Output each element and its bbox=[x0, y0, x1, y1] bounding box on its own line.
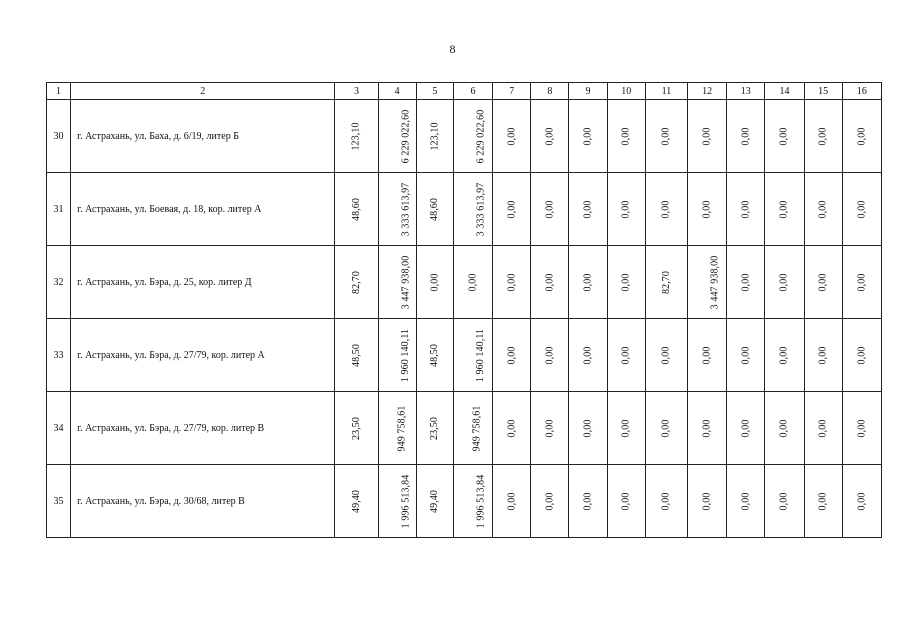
cell-value: 6 229 022,60 bbox=[475, 109, 487, 163]
row-number: 30 bbox=[47, 100, 71, 173]
value-cell-col-9 bbox=[569, 392, 607, 465]
cell-value: 0,00 bbox=[620, 419, 632, 437]
value-cell-col-11 bbox=[645, 173, 687, 246]
row-number: 32 bbox=[47, 246, 71, 319]
cell-value: 0,00 bbox=[506, 200, 518, 218]
property-table bbox=[46, 82, 882, 538]
value-cell-col-10 bbox=[607, 465, 645, 538]
value-cell-col-11 bbox=[645, 100, 687, 173]
value-cell-col-13 bbox=[727, 465, 765, 538]
cell-value: 0,00 bbox=[778, 273, 790, 291]
cell-value: 0,00 bbox=[701, 419, 713, 437]
cell-value: 0,00 bbox=[856, 419, 868, 437]
value-cell-col-8 bbox=[531, 100, 569, 173]
value-cell-col-5 bbox=[416, 319, 453, 392]
cell-value: 0,00 bbox=[817, 127, 829, 145]
value-cell-col-5 bbox=[416, 100, 453, 173]
column-header-15: 15 bbox=[804, 83, 842, 100]
table-row bbox=[47, 392, 882, 465]
value-cell-col-12 bbox=[687, 465, 726, 538]
table-row bbox=[47, 465, 882, 538]
cell-value: 0,00 bbox=[544, 200, 556, 218]
value-cell-col-9 bbox=[569, 100, 607, 173]
cell-value: 82,70 bbox=[660, 270, 672, 294]
cell-value: 0,00 bbox=[660, 419, 672, 437]
cell-value: 0,00 bbox=[778, 419, 790, 437]
cell-value: 0,00 bbox=[620, 492, 632, 510]
value-cell-col-3 bbox=[335, 100, 378, 173]
value-cell-col-4 bbox=[378, 465, 416, 538]
value-cell-col-15 bbox=[804, 246, 842, 319]
cell-value: 1 960 140,11 bbox=[475, 328, 487, 382]
cell-value: 48,50 bbox=[429, 343, 441, 367]
value-cell-col-4 bbox=[378, 246, 416, 319]
address-cell: г. Астрахань, ул. Бэра, д. 25, кор. литер Д bbox=[71, 246, 335, 319]
value-cell-col-14 bbox=[765, 173, 804, 246]
column-header-7: 7 bbox=[493, 83, 531, 100]
cell-value: 0,00 bbox=[582, 492, 594, 510]
cell-value: 0,00 bbox=[856, 492, 868, 510]
value-cell-col-9 bbox=[569, 465, 607, 538]
cell-value: 3 447 938,00 bbox=[709, 255, 721, 309]
value-cell-col-10 bbox=[607, 319, 645, 392]
cell-value: 0,00 bbox=[740, 127, 752, 145]
value-cell-col-16 bbox=[842, 100, 881, 173]
column-header-4: 4 bbox=[378, 83, 416, 100]
value-cell-col-4 bbox=[378, 392, 416, 465]
cell-value: 0,00 bbox=[544, 127, 556, 145]
value-cell-col-8 bbox=[531, 319, 569, 392]
value-cell-col-4 bbox=[378, 173, 416, 246]
value-cell-col-12 bbox=[687, 100, 726, 173]
value-cell-col-15 bbox=[804, 392, 842, 465]
value-cell-col-12 bbox=[687, 392, 726, 465]
row-number: 33 bbox=[47, 319, 71, 392]
value-cell-col-14 bbox=[765, 319, 804, 392]
value-cell-col-5 bbox=[416, 465, 453, 538]
cell-value: 0,00 bbox=[660, 127, 672, 145]
value-cell-col-7 bbox=[493, 246, 531, 319]
value-cell-col-15 bbox=[804, 319, 842, 392]
cell-value: 0,00 bbox=[620, 273, 632, 291]
address-cell: г. Астрахань, ул. Бэра, д. 27/79, кор. литер В bbox=[71, 392, 335, 465]
cell-value: 1 996 513,84 bbox=[399, 474, 411, 528]
column-header-1: 1 bbox=[47, 83, 71, 100]
cell-value: 0,00 bbox=[544, 346, 556, 364]
cell-value: 0,00 bbox=[778, 127, 790, 145]
value-cell-col-13 bbox=[727, 173, 765, 246]
value-cell-col-3 bbox=[335, 465, 378, 538]
cell-value: 3 447 938,00 bbox=[399, 255, 411, 309]
value-cell-col-14 bbox=[765, 392, 804, 465]
cell-value: 0,00 bbox=[544, 419, 556, 437]
cell-value: 48,60 bbox=[350, 197, 362, 221]
value-cell-col-9 bbox=[569, 246, 607, 319]
value-cell-col-13 bbox=[727, 392, 765, 465]
value-cell-col-13 bbox=[727, 100, 765, 173]
cell-value: 0,00 bbox=[740, 200, 752, 218]
value-cell-col-12 bbox=[687, 173, 726, 246]
cell-value: 3 333 613,97 bbox=[399, 182, 411, 236]
value-cell-col-5 bbox=[416, 246, 453, 319]
cell-value: 0,00 bbox=[620, 127, 632, 145]
cell-value: 1 996 513,84 bbox=[475, 474, 487, 528]
value-cell-col-16 bbox=[842, 319, 881, 392]
cell-value: 23,50 bbox=[429, 416, 441, 440]
cell-value: 82,70 bbox=[350, 270, 362, 294]
value-cell-col-6 bbox=[453, 246, 492, 319]
cell-value: 23,50 bbox=[350, 416, 362, 440]
cell-value: 6 229 022,60 bbox=[399, 109, 411, 163]
value-cell-col-7 bbox=[493, 173, 531, 246]
value-cell-col-12 bbox=[687, 246, 726, 319]
value-cell-col-16 bbox=[842, 246, 881, 319]
table-row bbox=[47, 100, 882, 173]
cell-value: 123,10 bbox=[350, 121, 362, 151]
cell-value: 0,00 bbox=[778, 492, 790, 510]
cell-value: 0,00 bbox=[740, 492, 752, 510]
value-cell-col-15 bbox=[804, 465, 842, 538]
table-row bbox=[47, 319, 882, 392]
column-header-2: 2 bbox=[71, 83, 335, 100]
cell-value: 0,00 bbox=[582, 346, 594, 364]
value-cell-col-12 bbox=[687, 319, 726, 392]
value-cell-col-8 bbox=[531, 246, 569, 319]
row-number: 31 bbox=[47, 173, 71, 246]
address-cell: г. Астрахань, ул. Бэра, д. 30/68, литер В bbox=[71, 465, 335, 538]
value-cell-col-14 bbox=[765, 246, 804, 319]
cell-value: 0,00 bbox=[582, 127, 594, 145]
value-cell-col-11 bbox=[645, 465, 687, 538]
column-header-12: 12 bbox=[687, 83, 726, 100]
column-header-5: 5 bbox=[416, 83, 453, 100]
value-cell-col-10 bbox=[607, 173, 645, 246]
cell-value: 0,00 bbox=[817, 200, 829, 218]
address-cell: г. Астрахань, ул. Бэра, д. 27/79, кор. литер А bbox=[71, 319, 335, 392]
column-header-9: 9 bbox=[569, 83, 607, 100]
cell-value: 0,00 bbox=[701, 346, 713, 364]
value-cell-col-8 bbox=[531, 173, 569, 246]
cell-value: 0,00 bbox=[620, 200, 632, 218]
value-cell-col-3 bbox=[335, 246, 378, 319]
value-cell-col-9 bbox=[569, 319, 607, 392]
cell-value: 0,00 bbox=[467, 273, 479, 291]
cell-value: 0,00 bbox=[856, 346, 868, 364]
cell-value: 0,00 bbox=[701, 127, 713, 145]
cell-value: 0,00 bbox=[740, 419, 752, 437]
value-cell-col-9 bbox=[569, 173, 607, 246]
cell-value: 949 758,61 bbox=[471, 405, 483, 451]
value-cell-col-4 bbox=[378, 100, 416, 173]
page-number: 8 bbox=[449, 42, 456, 56]
value-cell-col-6 bbox=[453, 173, 492, 246]
value-cell-col-10 bbox=[607, 392, 645, 465]
cell-value: 0,00 bbox=[856, 127, 868, 145]
cell-value: 0,00 bbox=[740, 346, 752, 364]
cell-value: 0,00 bbox=[582, 419, 594, 437]
cell-value: 0,00 bbox=[701, 200, 713, 218]
row-number: 35 bbox=[47, 465, 71, 538]
value-cell-col-8 bbox=[531, 465, 569, 538]
cell-value: 0,00 bbox=[817, 492, 829, 510]
cell-value: 0,00 bbox=[429, 273, 441, 291]
cell-value: 0,00 bbox=[817, 273, 829, 291]
column-header-11: 11 bbox=[645, 83, 687, 100]
value-cell-col-3 bbox=[335, 319, 378, 392]
table-row bbox=[47, 173, 882, 246]
value-cell-col-15 bbox=[804, 173, 842, 246]
column-header-16: 16 bbox=[842, 83, 881, 100]
cell-value: 0,00 bbox=[506, 273, 518, 291]
value-cell-col-13 bbox=[727, 246, 765, 319]
cell-value: 49,40 bbox=[350, 489, 362, 513]
value-cell-col-11 bbox=[645, 319, 687, 392]
value-cell-col-15 bbox=[804, 100, 842, 173]
value-cell-col-6 bbox=[453, 465, 492, 538]
value-cell-col-6 bbox=[453, 100, 492, 173]
value-cell-col-8 bbox=[531, 392, 569, 465]
value-cell-col-16 bbox=[842, 465, 881, 538]
value-cell-col-11 bbox=[645, 392, 687, 465]
value-cell-col-4 bbox=[378, 319, 416, 392]
value-cell-col-7 bbox=[493, 392, 531, 465]
value-cell-col-16 bbox=[842, 173, 881, 246]
cell-value: 0,00 bbox=[856, 273, 868, 291]
cell-value: 0,00 bbox=[778, 200, 790, 218]
value-cell-col-7 bbox=[493, 465, 531, 538]
cell-value: 0,00 bbox=[582, 273, 594, 291]
value-cell-col-10 bbox=[607, 100, 645, 173]
cell-value: 0,00 bbox=[544, 273, 556, 291]
cell-value: 0,00 bbox=[544, 492, 556, 510]
cell-value: 48,60 bbox=[429, 197, 441, 221]
cell-value: 949 758,61 bbox=[396, 405, 408, 451]
cell-value: 0,00 bbox=[660, 346, 672, 364]
cell-value: 0,00 bbox=[660, 200, 672, 218]
row-number: 34 bbox=[47, 392, 71, 465]
column-header-3: 3 bbox=[335, 83, 378, 100]
column-header-6: 6 bbox=[453, 83, 492, 100]
cell-value: 49,40 bbox=[429, 489, 441, 513]
cell-value: 0,00 bbox=[506, 419, 518, 437]
cell-value: 3 333 613,97 bbox=[475, 182, 487, 236]
address-cell: г. Астрахань, ул. Боевая, д. 18, кор. литер А bbox=[71, 173, 335, 246]
address-cell: г. Астрахань, ул. Баха, д. 6/19, литер Б bbox=[71, 100, 335, 173]
cell-value: 0,00 bbox=[582, 200, 594, 218]
header-row bbox=[47, 83, 882, 100]
cell-value: 0,00 bbox=[701, 492, 713, 510]
cell-value: 123,10 bbox=[429, 121, 441, 151]
cell-value: 0,00 bbox=[506, 346, 518, 364]
value-cell-col-3 bbox=[335, 173, 378, 246]
value-cell-col-14 bbox=[765, 465, 804, 538]
cell-value: 0,00 bbox=[778, 346, 790, 364]
table-row bbox=[47, 246, 882, 319]
value-cell-col-7 bbox=[493, 100, 531, 173]
cell-value: 0,00 bbox=[817, 346, 829, 364]
cell-value: 0,00 bbox=[740, 273, 752, 291]
cell-value: 0,00 bbox=[620, 346, 632, 364]
cell-value: 1 960 140,11 bbox=[399, 328, 411, 382]
value-cell-col-10 bbox=[607, 246, 645, 319]
cell-value: 0,00 bbox=[660, 492, 672, 510]
column-header-8: 8 bbox=[531, 83, 569, 100]
value-cell-col-11 bbox=[645, 246, 687, 319]
cell-value: 0,00 bbox=[817, 419, 829, 437]
value-cell-col-5 bbox=[416, 392, 453, 465]
cell-value: 48,50 bbox=[350, 343, 362, 367]
value-cell-col-5 bbox=[416, 173, 453, 246]
column-header-14: 14 bbox=[765, 83, 804, 100]
column-header-10: 10 bbox=[607, 83, 645, 100]
value-cell-col-6 bbox=[453, 392, 492, 465]
cell-value: 0,00 bbox=[506, 492, 518, 510]
value-cell-col-3 bbox=[335, 392, 378, 465]
cell-value: 0,00 bbox=[506, 127, 518, 145]
value-cell-col-6 bbox=[453, 319, 492, 392]
cell-value: 0,00 bbox=[856, 200, 868, 218]
value-cell-col-13 bbox=[727, 319, 765, 392]
column-header-13: 13 bbox=[727, 83, 765, 100]
value-cell-col-16 bbox=[842, 392, 881, 465]
value-cell-col-14 bbox=[765, 100, 804, 173]
value-cell-col-7 bbox=[493, 319, 531, 392]
